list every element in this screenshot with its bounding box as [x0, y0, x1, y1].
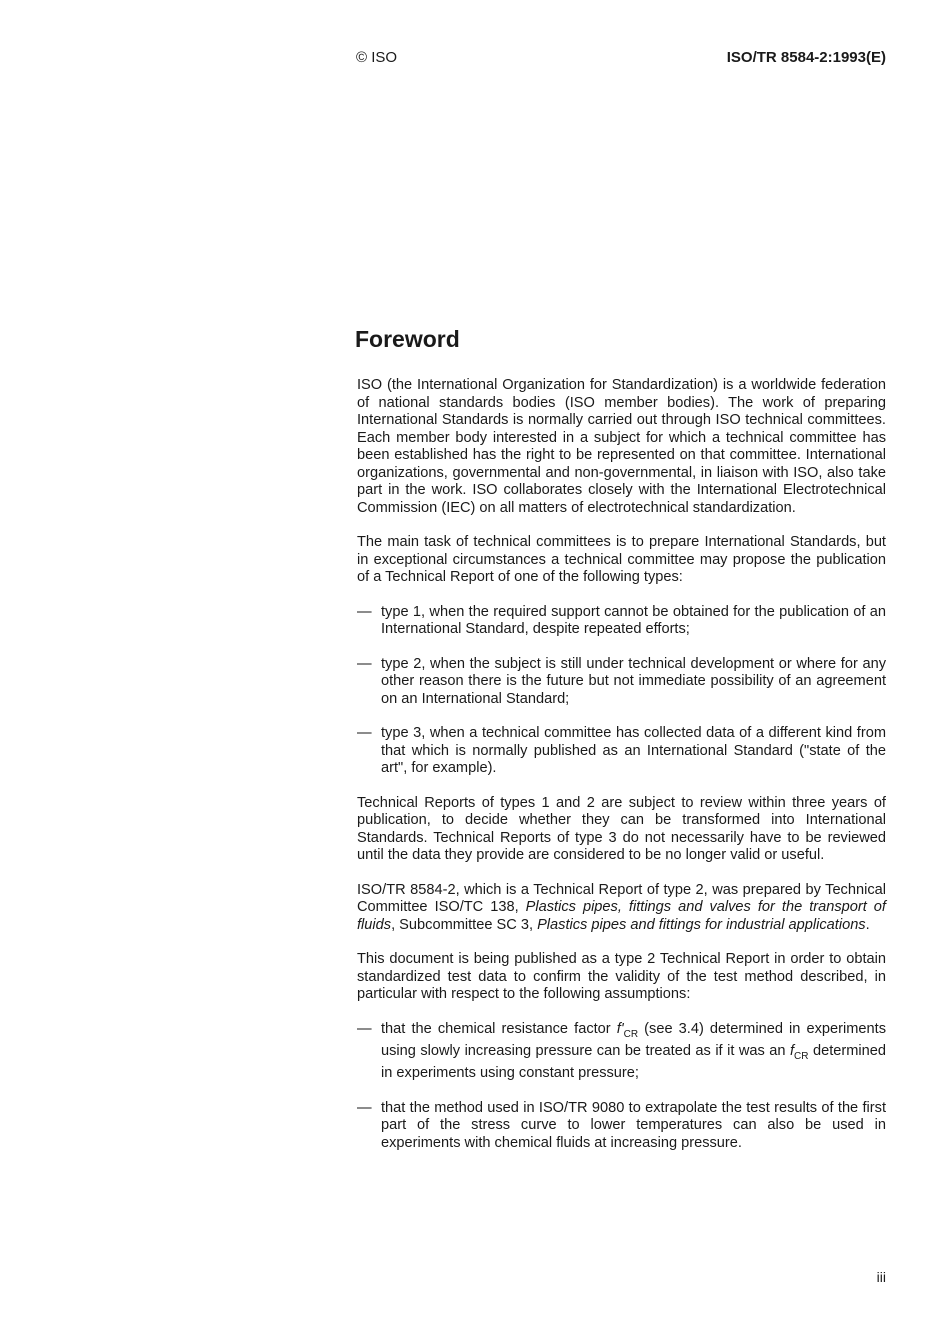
paragraph-purpose: This document is being published as a type 2 Technical Report in order to obtain standardized test data to confirm the validity of the test method described, in particular with respect to the following assumptions:: [357, 951, 886, 1002]
list-item-text: type 2, when the subject is still under technical development or where for any other reason there is the future but not immediate possibility of an agreement on an International Standard;: [381, 655, 886, 707]
list-item-text: type 1, when the required support cannot be obtained for the publication of an International Standard, despite repeated efforts;: [381, 603, 886, 637]
header-copyright: © ISO: [356, 49, 398, 66]
list-item-type-1: [357, 604, 886, 639]
prepared-by-text: .: [865, 916, 870, 933]
list-item-assumption-2: [357, 1100, 886, 1153]
assumption-text: determined in experiments using constant pressure;: [381, 1042, 886, 1082]
paragraph-iso-intro: ISO (the International Organization for Standardization) is a worldwide federation of national standards bodies (ISO member bodies). The work of preparing International Standards is normally carried out through ISO technical committees. Each member body interested in a subject for which a technical committee has been established has the right to be represented on that committee. International organizations, governmental and non-governmental, in liaison with ISO, also take part in the work. ISO collaborates closely with the International Electrotechnical Commission (IEC) on all matters of electrotechnical standardization.: [357, 377, 886, 516]
committee-title: Plastics pipes, fittings and valves for the transport of fluids: [357, 899, 886, 933]
list-item-type-2: [357, 656, 886, 709]
foreword-body: [357, 377, 886, 1169]
symbol-f-prime: f': [616, 1020, 624, 1037]
subscript-cr: CR: [794, 1050, 809, 1062]
assumption-text: that the chemical resistance factor: [381, 1020, 617, 1037]
subcommittee-title: Plastics pipes and fittings for industrial applications: [537, 916, 866, 933]
dash-marker: —: [357, 655, 372, 672]
list-item-text: type 3, when a technical committee has collected data of a different kind from that which is normally published as an International Standard ("state of the art", for example).: [381, 725, 886, 776]
prepared-by-text: , Subcommittee SC 3,: [391, 916, 538, 933]
paragraph-review: Technical Reports of types 1 and 2 are subject to review within three years of publication, to decide whether they can be transformed into International Standards. Technical Reports of type 3 do not necessarily have to be reviewed until the data they provide are considered to be no longer valid or useful.: [357, 794, 886, 863]
page-title: Foreword: [355, 326, 460, 352]
dash-marker: —: [357, 1020, 372, 1037]
list-item-text: [381, 1021, 886, 1083]
symbol-f: f: [789, 1042, 795, 1059]
assumption-text: (see 3.4) determined in experiments using slowly increasing pressure can be treated as if it was an: [381, 1020, 886, 1059]
paragraph-main-task: The main task of technical committees is to prepare International Standards, but in exceptional circumstances a technical committee may propose the publication of a Technical Report of one of the following types:: [357, 534, 886, 585]
dash-marker: —: [357, 725, 372, 741]
prepared-by-text: ISO/TR 8584-2, which is a Technical Report of type 2, was prepared by Technical Committee ISO/TC 138,: [357, 881, 886, 915]
dash-marker: —: [357, 1099, 372, 1116]
subscript-cr: CR: [623, 1028, 639, 1040]
list-item-type-3: [357, 725, 886, 778]
header-document-id: ISO/TR 8584-2:1993(E): [726, 49, 886, 66]
paragraph-prepared-by: [357, 882, 886, 935]
dash-marker: —: [357, 603, 372, 620]
list-item-text: that the method used in ISO/TR 9080 to extrapolate the test results of the first part of the stress curve to lower temperatures can also be used in experiments with chemical fluids at increasing pressure.: [381, 1099, 886, 1151]
list-item-assumption-1: [357, 1021, 886, 1083]
page-number: iii: [876, 1269, 886, 1285]
